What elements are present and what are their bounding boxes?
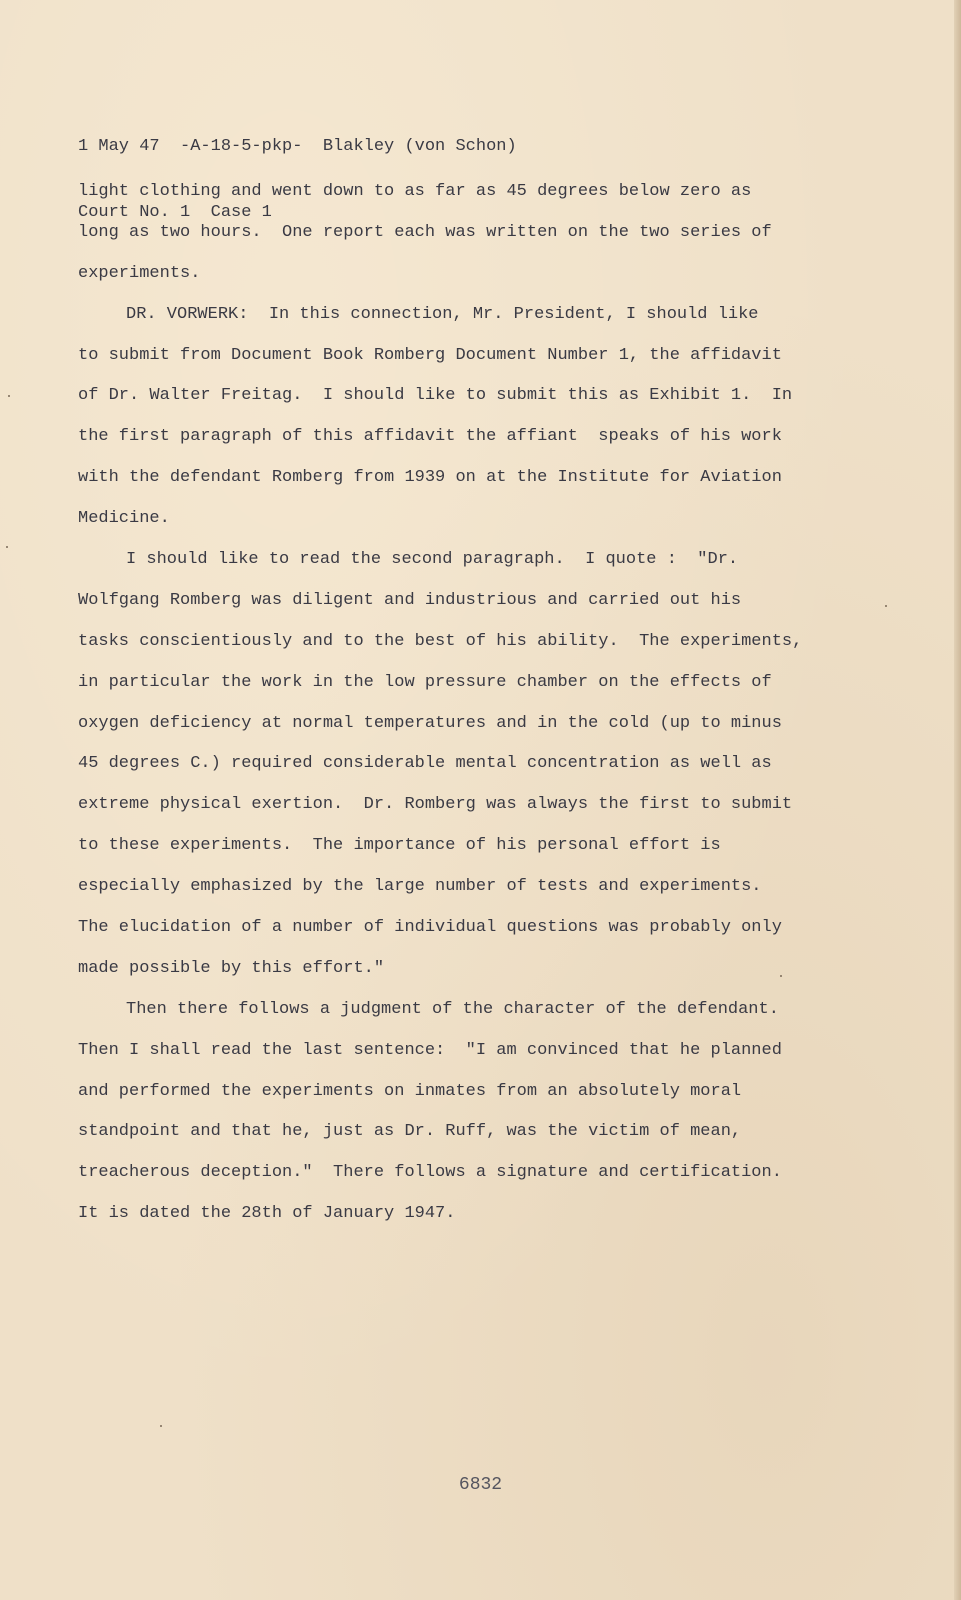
text-line: made possible by this effort." <box>78 958 385 978</box>
text-line: to submit from Document Book Romberg Document Number 1, the affidavit <box>78 345 782 365</box>
paper-speck <box>780 975 782 977</box>
text-line: oxygen deficiency at normal temperatures and in the cold (up to minus <box>78 713 782 733</box>
text-line: the first paragraph of this affidavit the affiant speaks of his work <box>78 427 782 447</box>
text-line: treacherous deception." There follows a signature and certification. <box>78 1163 782 1183</box>
text-line: with the defendant Romberg from 1939 on at the Institute for Aviation <box>78 468 782 488</box>
text-line: It is dated the 28th of January 1947. <box>78 1204 456 1224</box>
text-line: Medicine. <box>78 509 170 529</box>
text-line: Then there follows a judgment of the character of the defendant. <box>126 999 779 1019</box>
text-line: long as two hours. One report each was written on the two series of <box>78 222 772 242</box>
page-edge <box>954 0 961 1600</box>
paper-speck <box>160 1425 162 1427</box>
text-line: 45 degrees C.) required considerable mental concentration as well as <box>78 754 772 774</box>
text-line: tasks conscientiously and to the best of his ability. The experiments, <box>78 631 803 651</box>
text-line: I should like to read the second paragraph. I quote : "Dr. <box>126 550 739 570</box>
text-line: and performed the experiments on inmates from an absolutely moral <box>78 1081 742 1101</box>
header-line-court-case: Court No. 1 Case 1 <box>78 203 272 222</box>
text-line: especially emphasized by the large number of tests and experiments. <box>78 877 762 897</box>
header-line-date-reporter: 1 May 47 -A-18-5-pkp- Blakley (von Schon) <box>78 137 517 156</box>
text-line: The elucidation of a number of individual questions was probably only <box>78 918 782 938</box>
paper-speck <box>6 546 8 548</box>
transcript-body <box>78 172 803 1235</box>
text-line: extreme physical exertion. Dr. Romberg was always the first to submit <box>78 795 793 815</box>
text-line: Wolfgang Romberg was diligent and industrious and carried out his <box>78 590 742 610</box>
text-line: Then I shall read the last sentence: "I am convinced that he planned <box>78 1040 782 1060</box>
paper-speck <box>885 605 887 607</box>
text-line: of Dr. Walter Freitag. I should like to submit this as Exhibit 1. In <box>78 386 793 406</box>
text-line: DR. VORWERK: In this connection, Mr. President, I should like <box>126 304 759 324</box>
text-line: experiments. <box>78 263 201 283</box>
text-line: to these experiments. The importance of his personal effort is <box>78 836 721 856</box>
text-line: standpoint and that he, just as Dr. Ruff, was the victim of mean, <box>78 1122 742 1142</box>
text-line: light clothing and went down to as far as 45 degrees below zero as <box>78 182 752 201</box>
paper-speck <box>8 395 10 397</box>
page-number: 6832 <box>458 1475 503 1495</box>
text-line: in particular the work in the low pressure chamber on the effects of <box>78 672 772 692</box>
